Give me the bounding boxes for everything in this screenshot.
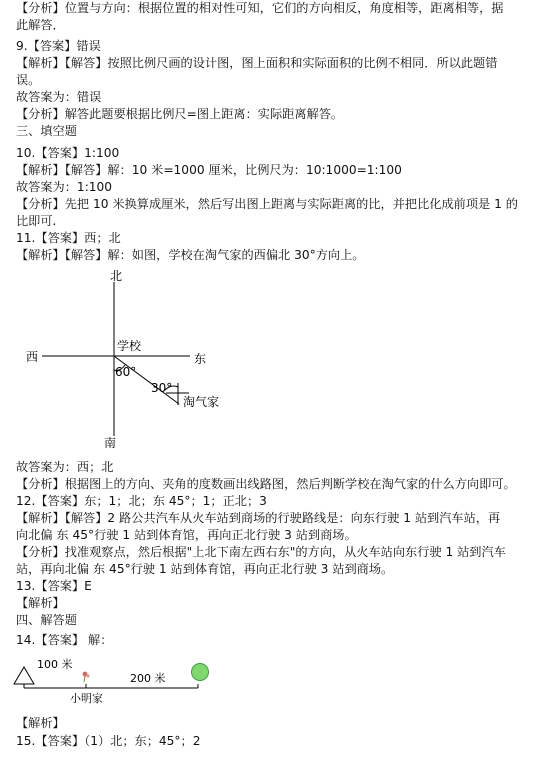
text-line: 故答案为：1:100	[16, 180, 113, 194]
text-line: 【解析】【解答】2 路公共汽车从火车站到商场的行驶路线是：向东行驶 1 站到汽车站，再	[16, 511, 501, 525]
compass-diagram	[0, 262, 300, 457]
text-line: 【分析】先把 10 米换算成厘米，然后写出图上距离与实际距离的比，并把比化成前项是 1 的	[16, 197, 518, 211]
label-west: 西	[26, 350, 39, 364]
text-line: 10.【答案】1:100	[16, 146, 120, 160]
destination-circle	[192, 664, 209, 681]
route-diagram	[0, 652, 240, 712]
direction-line	[114, 356, 179, 404]
label-angle-30: 30°	[151, 381, 173, 395]
text-line: 【解析】	[16, 716, 65, 730]
text-line: 12.【答案】东；1；北；东 45°；1；正北；3	[16, 494, 267, 508]
text-line: 14.【答案】 解：	[16, 633, 113, 647]
text-line: 比即可.	[16, 214, 57, 228]
text-line: 向北偏 东 45°行驶 1 站到体育馆，再向正北行驶 3 站到商场。	[16, 528, 357, 542]
text-line: 【分析】位置与方向：根据位置的相对性可知，它们的方向相反，角度相等，距离相等，据	[16, 1, 504, 15]
text-line: 9.【答案】错误	[16, 39, 101, 53]
text-line: 故答案为：错误	[16, 90, 102, 104]
section-heading: 四、解答题	[16, 613, 77, 627]
label-home: 淘气家	[183, 395, 220, 409]
text-line: 【解析】	[16, 596, 65, 610]
text-line: 【解析】【解答】解：如图，学校在淘气家的西偏北 30°方向上。	[16, 248, 365, 262]
text-line: 【分析】解答此题要根据比例尺=图上距离：实际距离解答。	[16, 107, 344, 121]
text-line: 误。	[16, 73, 41, 87]
section-heading: 三、填空题	[16, 124, 77, 138]
text-line: 【解析】【解答】按照比例尺画的设计图，图上面积和实际面积的比例不相同．所以此题错	[16, 56, 498, 70]
text-line: 15.【答案】（1）北；东；45°；2	[16, 734, 201, 748]
label-north: 北	[110, 269, 123, 283]
label-angle-60: 60°	[115, 365, 137, 379]
text-line: 【解析】【解答】解：10 米=1000 厘米，比例尺为：10:1000=1:100	[16, 163, 402, 177]
text-line: 站，再向北偏 东 45°行驶 1 站到体育馆，再向正北行驶 3 站到商场。	[16, 562, 394, 576]
text-line: 故答案为：西；北	[16, 460, 114, 474]
text-line: 【分析】根据图上的方向、夹角的度数画出线路图，然后判断学校在淘气家的什么方向即可。	[16, 477, 516, 491]
distance-label-200: 200 米	[130, 672, 166, 685]
text-line: 此解答．	[16, 18, 65, 32]
label-south: 南	[104, 436, 117, 450]
label-east: 东	[194, 352, 207, 366]
text-line: 【分析】找准观察点，然后根据"上北下南左西右东"的方向，从火车站向东行驶 1 站到汽车	[16, 545, 506, 559]
text-line: 13.【答案】E	[16, 579, 92, 593]
distance-label-100: 100 米	[37, 658, 73, 671]
text-line: 11.【答案】西；北	[16, 231, 121, 245]
label-school: 学校	[117, 339, 142, 353]
home-label: 小明家	[70, 692, 103, 705]
triangle-icon	[14, 667, 34, 684]
flower-icon	[83, 672, 90, 682]
